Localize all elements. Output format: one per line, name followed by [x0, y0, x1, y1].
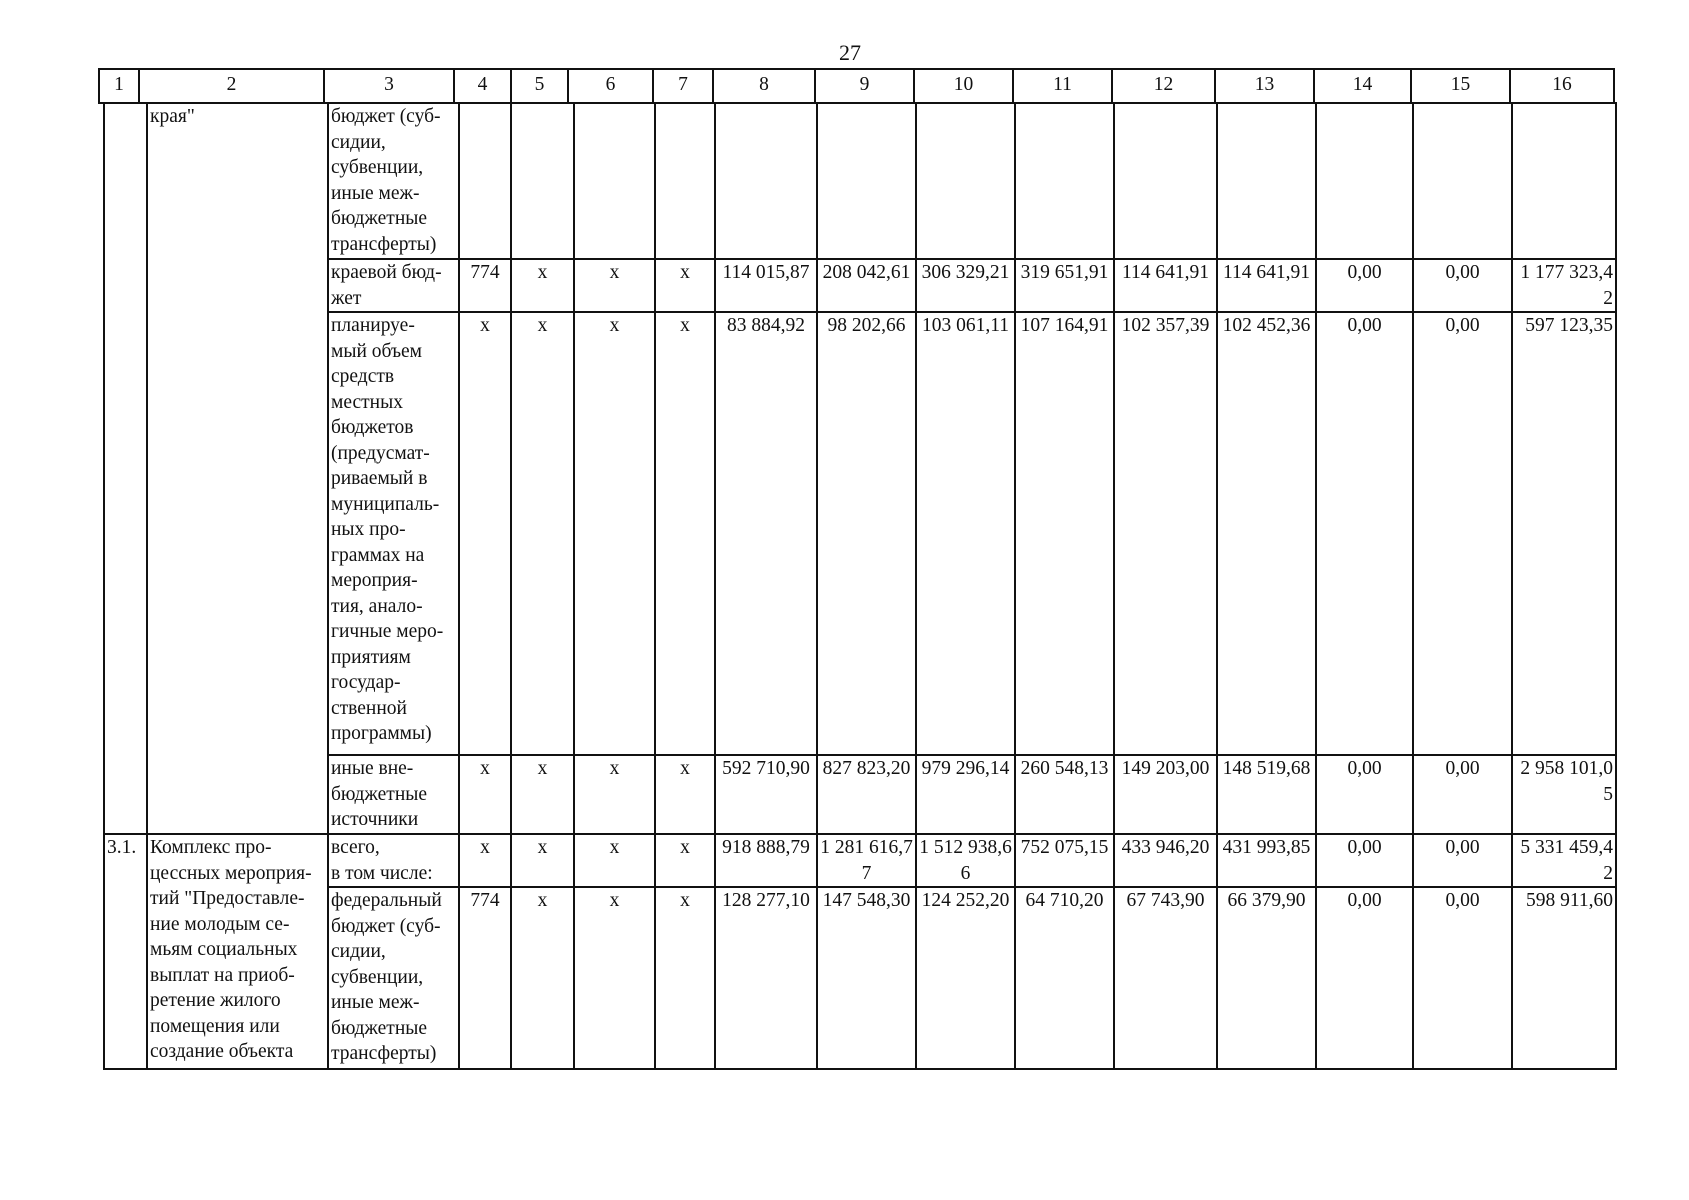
value-cell: 114 641,91 [1114, 259, 1217, 312]
value-cell: 260 548,13 [1015, 755, 1114, 834]
header-cell: 10 [914, 69, 1013, 103]
table-cell: х [511, 834, 574, 887]
table-cell: х [574, 887, 655, 1069]
table-cell: 774 [459, 887, 511, 1069]
header-cell: 6 [568, 69, 653, 103]
table-cell [1413, 103, 1512, 259]
column-number-header [98, 68, 1615, 104]
table-row [104, 312, 1616, 755]
table-cell: х [574, 259, 655, 312]
table-cell: х [655, 834, 715, 887]
value-cell: 64 710,20 [1015, 887, 1114, 1069]
total-cell: 2 958 101,05 [1512, 755, 1616, 834]
value-cell: 67 743,90 [1114, 887, 1217, 1069]
table-cell: х [459, 312, 511, 755]
value-cell: 0,00 [1316, 834, 1413, 887]
value-cell: 0,00 [1413, 887, 1512, 1069]
item-number-cell: 3.1. [104, 834, 147, 1069]
table-cell [655, 103, 715, 259]
table-cell: х [655, 312, 715, 755]
table-cell: х [459, 755, 511, 834]
value-cell: 592 710,90 [715, 755, 817, 834]
header-cell: 1 [99, 69, 139, 103]
total-cell: 598 911,60 [1512, 887, 1616, 1069]
funding-source-cell: бюджет (суб- сидии, субвенции, иные меж- бюджетные трансферты) [328, 103, 459, 259]
header-row [99, 69, 1614, 103]
value-cell: 0,00 [1316, 259, 1413, 312]
table-cell [1015, 103, 1114, 259]
value-cell: 102 357,39 [1114, 312, 1217, 755]
value-cell: 103 061,11 [916, 312, 1015, 755]
value-cell: 114 015,87 [715, 259, 817, 312]
table-cell [715, 103, 817, 259]
value-cell: 128 277,10 [715, 887, 817, 1069]
table-cell [1512, 103, 1616, 259]
total-cell: 1 177 323,42 [1512, 259, 1616, 312]
table-cell [511, 103, 574, 259]
value-cell: 0,00 [1413, 259, 1512, 312]
value-cell: 431 993,85 [1217, 834, 1316, 887]
table-row [104, 103, 1616, 259]
item-name-cell: Комплекс про- цессных мероприя- тий "Предоставле- ние молодым се- мьям социальных выплат на приоб- ретение жилого помещения или создание объекта [147, 834, 328, 1069]
table-cell: 774 [459, 259, 511, 312]
value-cell: 827 823,20 [817, 755, 916, 834]
table-cell [916, 103, 1015, 259]
value-cell: 124 252,20 [916, 887, 1015, 1069]
table-cell: х [459, 834, 511, 887]
page-number: 27 [839, 40, 861, 65]
header-cell: 3 [324, 69, 454, 103]
value-cell: 114 641,91 [1217, 259, 1316, 312]
value-cell: 918 888,79 [715, 834, 817, 887]
funding-source-cell: всего, в том числе: [328, 834, 459, 887]
value-cell: 149 203,00 [1114, 755, 1217, 834]
funding-source-cell: краевой бюд- жет [328, 259, 459, 312]
funding-source-cell: планируе- мый объем средств местных бюджетов (предусмат- риваемый в муниципаль- ных про- граммах на мероприя- тия, анало- гичные меро- приятиям государ- ственной программы) [328, 312, 459, 755]
total-cell: 5 331 459,42 [1512, 834, 1616, 887]
table-row [104, 259, 1616, 312]
budget-table [103, 102, 1617, 1070]
table-cell: х [655, 887, 715, 1069]
value-cell: 0,00 [1316, 312, 1413, 755]
table-cell: х [574, 834, 655, 887]
value-cell: 433 946,20 [1114, 834, 1217, 887]
header-cell: 9 [815, 69, 914, 103]
header-cell: 4 [454, 69, 511, 103]
table-cell [574, 103, 655, 259]
table-cell: х [511, 887, 574, 1069]
header-cell: 14 [1314, 69, 1411, 103]
header-cell: 13 [1215, 69, 1314, 103]
value-cell: 0,00 [1413, 312, 1512, 755]
value-cell: 208 042,61 [817, 259, 916, 312]
header-cell: 5 [511, 69, 568, 103]
header-cell: 11 [1013, 69, 1112, 103]
value-cell: 0,00 [1413, 755, 1512, 834]
value-cell: 0,00 [1316, 887, 1413, 1069]
value-cell: 102 452,36 [1217, 312, 1316, 755]
header-cell: 16 [1510, 69, 1614, 103]
table-cell: х [655, 259, 715, 312]
table-cell: х [574, 755, 655, 834]
table-cell [1316, 103, 1413, 259]
item-name-cell: края" [147, 103, 328, 834]
value-cell: 0,00 [1413, 834, 1512, 887]
table-cell: х [511, 755, 574, 834]
value-cell: 306 329,21 [916, 259, 1015, 312]
header-cell: 7 [653, 69, 713, 103]
value-cell: 148 519,68 [1217, 755, 1316, 834]
table-cell [1114, 103, 1217, 259]
table-cell [1217, 103, 1316, 259]
header-cell: 15 [1411, 69, 1510, 103]
value-cell: 752 075,15 [1015, 834, 1114, 887]
table-row [104, 887, 1616, 1069]
table-cell: х [574, 312, 655, 755]
header-cell: 2 [139, 69, 324, 103]
value-cell: 319 651,91 [1015, 259, 1114, 312]
value-cell: 1 512 938,66 [916, 834, 1015, 887]
table-cell [817, 103, 916, 259]
table-cell: х [655, 755, 715, 834]
header-cell: 12 [1112, 69, 1215, 103]
header-cell: 8 [713, 69, 815, 103]
table-cell [459, 103, 511, 259]
funding-source-cell: федеральный бюджет (суб- сидии, субвенции, иные меж- бюджетные трансферты) [328, 887, 459, 1069]
value-cell: 979 296,14 [916, 755, 1015, 834]
item-number-cell [104, 103, 147, 834]
value-cell: 147 548,30 [817, 887, 916, 1069]
value-cell: 83 884,92 [715, 312, 817, 755]
table-cell: х [511, 259, 574, 312]
total-cell: 597 123,35 [1512, 312, 1616, 755]
value-cell: 66 379,90 [1217, 887, 1316, 1069]
value-cell: 0,00 [1316, 755, 1413, 834]
table-cell: х [511, 312, 574, 755]
table-row [104, 834, 1616, 887]
funding-source-cell: иные вне- бюджетные источники [328, 755, 459, 834]
value-cell: 98 202,66 [817, 312, 916, 755]
value-cell: 1 281 616,77 [817, 834, 916, 887]
table-row [104, 755, 1616, 834]
value-cell: 107 164,91 [1015, 312, 1114, 755]
